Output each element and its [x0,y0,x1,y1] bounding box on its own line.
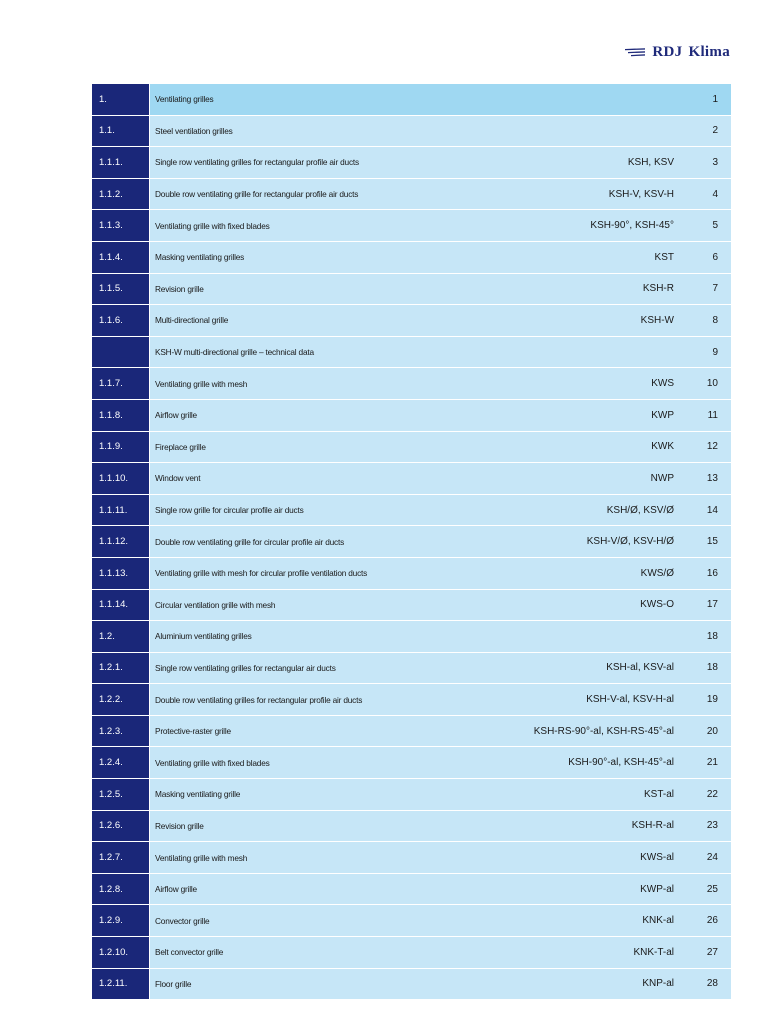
toc-row[interactable] [92,873,731,905]
toc-product-code [444,115,678,147]
toc-section-title: Single row ventilating grilles for rectangular air ducts [150,652,445,684]
toc-section-title: Masking ventilating grilles [150,241,445,273]
toc-section-title: Protective-raster grille [150,715,445,747]
toc-page-number: 18 [678,621,731,653]
toc-product-code: KSH-W [444,305,678,337]
toc-section-title: Ventilating grille with mesh [150,368,445,400]
toc-page-number: 22 [678,779,731,811]
toc-product-code: KWP [444,399,678,431]
toc-page-number: 26 [678,905,731,937]
toc-product-code: KSH-90°-al, KSH-45°-al [444,747,678,779]
toc-section-title: Airflow grille [150,873,445,905]
toc-section-number: 1.1.10. [92,463,150,495]
toc-section-title: Airflow grille [150,399,445,431]
toc-row[interactable] [92,779,731,811]
toc-section-number: 1.1.6. [92,305,150,337]
toc-row[interactable] [92,968,731,1000]
toc-product-code: KNK-T-al [444,937,678,969]
toc-page-number: 23 [678,810,731,842]
toc-section-title: Belt convector grille [150,937,445,969]
toc-product-code: KWS-O [444,589,678,621]
toc-page-number: 6 [678,241,731,273]
toc-section-title: Revision grille [150,273,445,305]
toc-product-code: KSH-V, KSV-H [444,178,678,210]
toc-page-number: 18 [678,652,731,684]
toc-section-title: Aluminium ventilating grilles [150,621,445,653]
toc-page-number: 9 [678,336,731,368]
toc-page-number: 21 [678,747,731,779]
toc-product-code: KSH-RS-90°-al, KSH-RS-45°-al [444,715,678,747]
toc-section-title: Ventilating grilles [150,84,445,115]
toc-row[interactable] [92,305,731,337]
toc-section-number: 1.2. [92,621,150,653]
toc-row[interactable] [92,905,731,937]
toc-page-number: 4 [678,178,731,210]
toc-row[interactable] [92,684,731,716]
toc-row[interactable] [92,557,731,589]
toc-section-number: 1.2.6. [92,810,150,842]
toc-section-title: Fireplace grille [150,431,445,463]
toc-page-number: 7 [678,273,731,305]
toc-section-number: 1.1.2. [92,178,150,210]
toc-row[interactable] [92,178,731,210]
toc-row[interactable] [92,589,731,621]
toc-product-code: KSH-al, KSV-al [444,652,678,684]
toc-section-title: Ventilating grille with mesh [150,842,445,874]
toc-page-number: 25 [678,873,731,905]
toc-section-number: 1.2.1. [92,652,150,684]
toc-product-code [444,336,678,368]
toc-section-number [92,336,150,368]
toc-section-number: 1.2.8. [92,873,150,905]
toc-product-code: KSH-R [444,273,678,305]
toc-section-number: 1.1.12. [92,526,150,558]
toc-product-code: KWS/Ø [444,557,678,589]
brand-name: RDJ Klima [652,44,730,60]
toc-product-code [444,84,678,115]
toc-page-number: 2 [678,115,731,147]
toc-section-number: 1.1.9. [92,431,150,463]
toc-section-title: Double row ventilating grilles for rectangular profile air ducts [150,684,445,716]
toc-product-code: KST [444,241,678,273]
toc-page-number: 5 [678,210,731,242]
toc-section-title: Multi-directional grille [150,305,445,337]
toc-product-code: KST-al [444,779,678,811]
toc-product-code: KWS [444,368,678,400]
toc-section-number: 1.2.10. [92,937,150,969]
toc-section-title: Ventilating grille with fixed blades [150,747,445,779]
toc-section-number: 1.1.5. [92,273,150,305]
toc-row[interactable] [92,494,731,526]
toc-section-number: 1.2.5. [92,779,150,811]
toc-section-number: 1.2.11. [92,968,150,1000]
toc-row[interactable] [92,115,731,147]
toc-product-code [444,621,678,653]
toc-page-number: 28 [678,968,731,1000]
toc-page-number: 24 [678,842,731,874]
toc-row[interactable] [92,652,731,684]
toc-row[interactable] [92,431,731,463]
toc-product-code: KSH-R-al [444,810,678,842]
rdj-klima-logo-icon [623,47,647,59]
toc-row[interactable] [92,526,731,558]
toc-page-number: 3 [678,147,731,179]
toc-section-title: Convector grille [150,905,445,937]
toc-section-title: Revision grille [150,810,445,842]
toc-section-title: Single row grille for circular profile air ducts [150,494,445,526]
toc-row[interactable] [92,747,731,779]
toc-section-number: 1.1.1. [92,147,150,179]
toc-product-code: NWP [444,463,678,495]
toc-row[interactable] [92,84,731,115]
toc-section-number: 1.1.8. [92,399,150,431]
toc-section-number: 1.1.4. [92,241,150,273]
toc-row[interactable] [92,273,731,305]
toc-section-title: Floor grille [150,968,445,1000]
toc-section-title: KSH-W multi-directional grille – technical data [150,336,445,368]
toc-page-number: 17 [678,589,731,621]
brand [623,44,730,61]
toc-page-number: 11 [678,399,731,431]
toc-section-number: 1.2.3. [92,715,150,747]
toc-row[interactable] [92,810,731,842]
toc-row[interactable] [92,336,731,368]
toc-page-number: 27 [678,937,731,969]
toc-product-code: KSH/Ø, KSV/Ø [444,494,678,526]
toc-row[interactable] [92,715,731,747]
toc-product-code: KWK [444,431,678,463]
toc-product-code: KWP-al [444,873,678,905]
toc-page-number: 13 [678,463,731,495]
toc-row[interactable] [92,621,731,653]
toc-section-number: 1.2.7. [92,842,150,874]
toc-row[interactable] [92,210,731,242]
toc-section-number: 1.2.4. [92,747,150,779]
toc-page-number: 14 [678,494,731,526]
toc-product-code: KWS-al [444,842,678,874]
toc-page-number: 15 [678,526,731,558]
toc-section-title: Circular ventilation grille with mesh [150,589,445,621]
toc-section-number: 1.1.14. [92,589,150,621]
toc-row[interactable] [92,147,731,179]
toc-section-number: 1.2.2. [92,684,150,716]
toc-section-number: 1.1. [92,115,150,147]
toc-section-number: 1. [92,84,150,115]
toc-row[interactable] [92,241,731,273]
toc-row[interactable] [92,399,731,431]
toc-section-title: Double row ventilating grille for circular profile air ducts [150,526,445,558]
toc-page-number: 16 [678,557,731,589]
toc-row[interactable] [92,937,731,969]
toc-product-code: KSH-V/Ø, KSV-H/Ø [444,526,678,558]
toc-product-code: KNK-al [444,905,678,937]
toc-page-number: 19 [678,684,731,716]
toc-product-code: KNP-al [444,968,678,1000]
toc-section-title: Steel ventilation grilles [150,115,445,147]
toc-page-number: 20 [678,715,731,747]
toc-section-title: Ventilating grille with fixed blades [150,210,445,242]
toc-section-number: 1.1.13. [92,557,150,589]
toc-section-title: Masking ventilating grille [150,779,445,811]
toc-product-code: KSH, KSV [444,147,678,179]
toc-section-number: 1.1.7. [92,368,150,400]
toc-section-number: 1.1.3. [92,210,150,242]
toc-row[interactable] [92,368,731,400]
toc-page-number: 10 [678,368,731,400]
toc-row[interactable] [92,842,731,874]
toc-section-number: 1.2.9. [92,905,150,937]
table-of-contents [92,84,731,1000]
toc-section-title: Double row ventilating grille for rectangular profile air ducts [150,178,445,210]
toc-product-code: KSH-V-al, KSV-H-al [444,684,678,716]
toc-page-number: 1 [678,84,731,115]
toc-section-number: 1.1.11. [92,494,150,526]
toc-row[interactable] [92,463,731,495]
toc-page-number: 8 [678,305,731,337]
toc-section-title: Window vent [150,463,445,495]
toc-section-title: Single row ventilating grilles for rectangular profile air ducts [150,147,445,179]
toc-section-title: Ventilating grille with mesh for circular profile ventilation ducts [150,557,445,589]
toc-product-code: KSH-90°, KSH-45° [444,210,678,242]
toc-page-number: 12 [678,431,731,463]
